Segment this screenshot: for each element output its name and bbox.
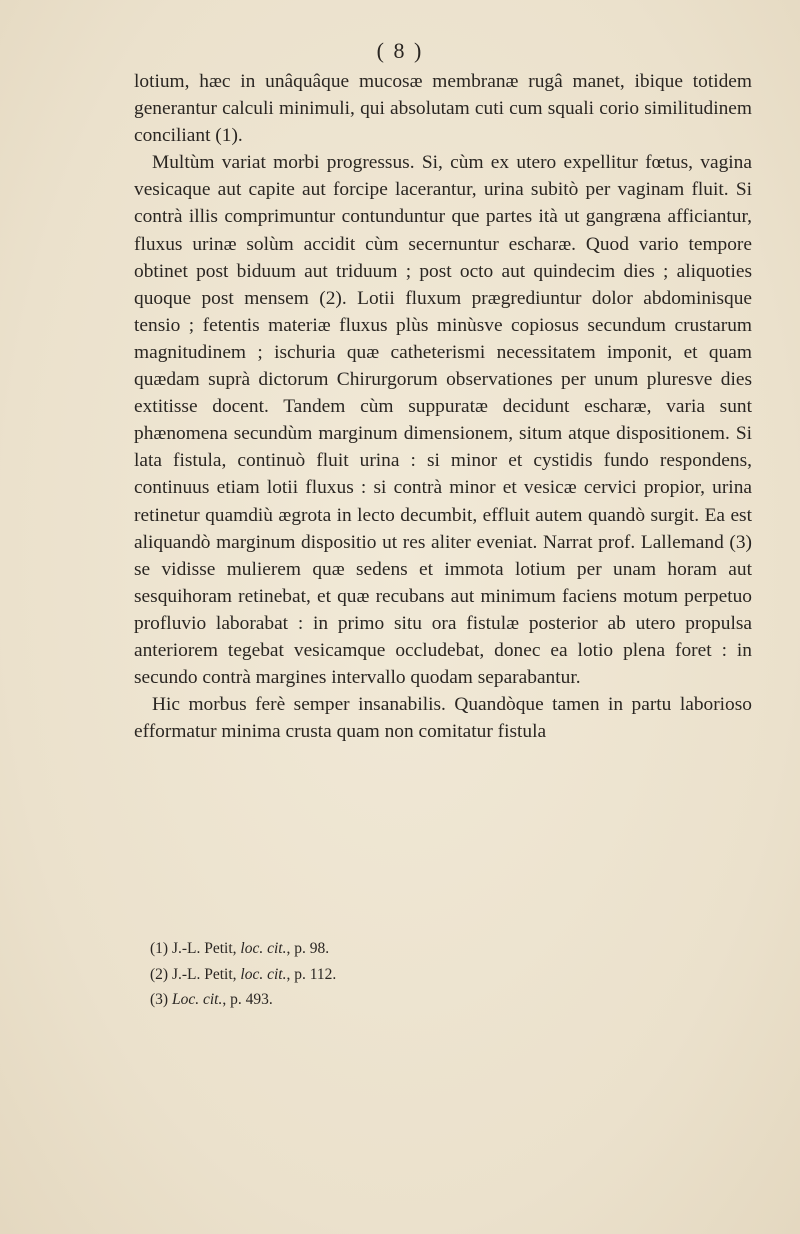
footnote-mark: (1) bbox=[150, 940, 169, 957]
footnote-2 bbox=[150, 962, 650, 988]
footnote-page: , p. 112. bbox=[286, 965, 337, 983]
paragraph-1: lotium, hæc in unâquâque mucosæ membranæ rugâ manet, ibique totidem generantur calculi minimuli, qui absolutam cuti cum squali corio similitudinem conciliant (1). bbox=[134, 71, 752, 147]
footnote-author: J.-L. Petit, bbox=[171, 965, 237, 983]
footnote-mark: (2) bbox=[150, 965, 169, 983]
footnote-page: , p. 493. bbox=[222, 991, 273, 1008]
footnote-page: , p. 98. bbox=[286, 940, 330, 957]
footnote-3 bbox=[150, 987, 650, 1013]
footnote-ref: loc. cit. bbox=[240, 965, 287, 983]
footnotes bbox=[150, 936, 650, 1013]
footnote-ref: Loc. cit. bbox=[171, 991, 223, 1008]
body-text bbox=[134, 68, 752, 745]
footnote-mark: (3) bbox=[150, 991, 169, 1008]
footnote-1 bbox=[150, 936, 650, 962]
page-number: ( 8 ) bbox=[376, 38, 424, 63]
paragraph-2: Multùm variat morbi progressus. Si, cùm ex utero expellitur fœtus, vagina vesicaque aut capite aut forcipe lacerantur, urina subitò per vaginam fluit. Si contrà illis comprimuntur contunduntur que partes ità ut gangræna afficiantur, fluxus urinæ solùm accidit cùm secernuntur escharæ. Quod vario tempore obtinet post biduum aut triduum ; post octo aut quindecim dies ; aliquoties quoque post mensem (2). Lotii fluxum prægrediuntur dolor abdominisque tensio ; fetentis materiæ fluxus plùs minùsve copiosus secundum crustarum magnitudinem ; ischuria quæ catheterismi necessitatem imponit, et quam quædam suprà dictorum Chirurgorum observationes per unum pluresve dies extitisse docent. Tandem cùm suppuratæ decidunt escharæ, varia sunt phænomena secundùm marginum dimensionem, situm atque dispositionem. Si lata fistula, continuò fluit urina : si minor et cystidis fundo respondens, continuus etiam lotii fluxus : si contrà minor et vesicæ cervici propior, urina retinetur quamdiù ægrota in lecto decumbit, effluit autem quandò surgit. Ea est aliquandò marginum dispositio ut res aliter eveniat. Narrat prof. Lallemand (3) se vidisse mulierem quæ sedens et immota lotium per unam horam aut sesquihoram retinebat, et quæ recubans aut minimum faciens motum perpetuo profluvio laborabat : in primo situ ora fistulæ posterior ab utero propulsa anteriorem tegebat vesicamque occludebat, donec ea lotio plena foret : in secundo contrà margines intervallo quodam separabantur. bbox=[134, 152, 752, 689]
footnote-ref: loc. cit. bbox=[240, 940, 287, 957]
footnote-author: J.-L. Petit, bbox=[171, 940, 237, 957]
paragraph-3: Hic morbus ferè semper insanabilis. Quandòque tamen in partu laborioso efformatur minima crusta quam non comitatur fistula bbox=[134, 694, 752, 743]
